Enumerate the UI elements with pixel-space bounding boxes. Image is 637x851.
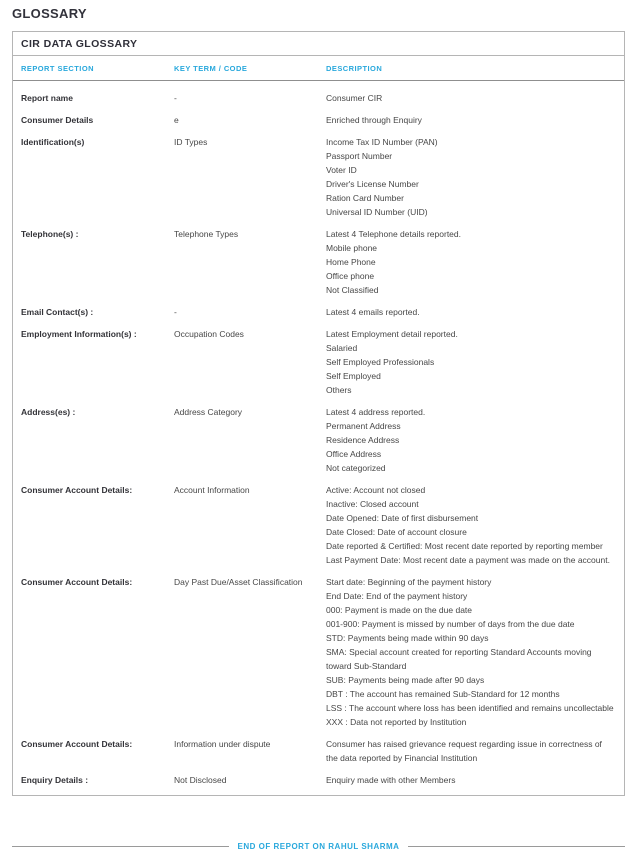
description-line: Universal ID Number (UID)	[326, 207, 428, 217]
description-line: Driver's License Number	[326, 179, 419, 189]
report-section-cell: Report name	[21, 93, 73, 103]
description-line: Latest Employment detail reported.	[326, 329, 458, 339]
description-line: Latest 4 address reported.	[326, 407, 426, 417]
description-line: Latest 4 Telephone details reported.	[326, 229, 461, 239]
description-line: Voter ID	[326, 165, 357, 175]
table-row	[21, 135, 616, 219]
description-line: SUB: Payments being made after 90 days	[326, 675, 485, 685]
description-cell	[326, 113, 616, 127]
description-cell	[326, 135, 616, 219]
description-line: Office Address	[326, 449, 382, 459]
description-line: 000: Payment is made on the due date	[326, 605, 473, 615]
description-line: Enriched through Enquiry	[326, 115, 422, 125]
glossary-table	[12, 31, 625, 796]
description-line: Income Tax ID Number (PAN)	[326, 137, 438, 147]
page-title: GLOSSARY	[12, 6, 87, 21]
report-section-cell: Email Contact(s) :	[21, 307, 94, 317]
description-line: Date reported & Certified: Most recent date reported by reporting member	[326, 541, 603, 551]
key-term-cell: Telephone Types	[174, 229, 239, 239]
table-column-headers	[13, 56, 624, 81]
description-line: STD: Payments being made within 90 days	[326, 633, 489, 643]
description-line: End Date: End of the payment history	[326, 591, 468, 601]
description-line: XXX : Data not reported by Institution	[326, 717, 467, 727]
table-row	[21, 575, 616, 729]
key-term-cell: e	[174, 115, 179, 125]
key-term-cell: -	[174, 93, 177, 103]
report-section-cell: Consumer Account Details:	[21, 485, 133, 495]
description-line: Salaried	[326, 343, 358, 353]
description-line: Inactive: Closed account	[326, 499, 419, 509]
description-line: LSS : The account where loss has been identified and remains uncollectable	[326, 703, 614, 713]
description-line: Start date: Beginning of the payment history	[326, 577, 492, 587]
description-cell	[326, 483, 616, 567]
description-line: Consumer has raised grievance request regarding issue in correctness of the data reported by Financial Institution	[326, 739, 602, 763]
description-cell	[326, 227, 616, 297]
description-line: Self Employed	[326, 371, 381, 381]
description-line: Not categorized	[326, 463, 386, 473]
description-line: Residence Address	[326, 435, 400, 445]
description-line: Ration Card Number	[326, 193, 404, 203]
report-section-cell: Identification(s)	[21, 137, 85, 147]
table-body	[13, 81, 624, 795]
table-row	[21, 113, 616, 127]
key-term-cell: Occupation Codes	[174, 329, 244, 339]
description-cell	[326, 327, 616, 397]
description-line: Enquiry made with other Members	[326, 775, 456, 785]
description-line: Office phone	[326, 271, 375, 281]
table-row	[21, 305, 616, 319]
description-line: 001-900: Payment is missed by number of days from the due date	[326, 619, 575, 629]
description-line: Active: Account not closed	[326, 485, 426, 495]
column-header-report-section: REPORT SECTION	[21, 64, 94, 73]
description-cell	[326, 575, 616, 729]
description-line: Mobile phone	[326, 243, 378, 253]
column-header-key-term-code: KEY TERM / CODE	[174, 64, 248, 73]
description-cell	[326, 305, 616, 319]
description-line: Date Closed: Date of account closure	[326, 527, 467, 537]
table-row	[21, 773, 616, 787]
report-section-cell: Enquiry Details :	[21, 775, 89, 785]
description-line: Self Employed Professionals	[326, 357, 435, 367]
table-title: CIR DATA GLOSSARY	[13, 32, 624, 56]
description-cell	[326, 91, 616, 105]
key-term-cell: Not Disclosed	[174, 775, 227, 785]
table-row	[21, 91, 616, 105]
description-cell	[326, 773, 616, 787]
table-row	[21, 737, 616, 765]
table-row	[21, 227, 616, 297]
report-section-cell: Consumer Account Details:	[21, 577, 133, 587]
description-line: Last Payment Date: Most recent date a payment was made on the account.	[326, 555, 610, 565]
key-term-cell: Address Category	[174, 407, 243, 417]
description-line: Date Opened: Date of first disbursement	[326, 513, 479, 523]
table-row	[21, 327, 616, 397]
description-line: DBT : The account has remained Sub-Standard for 12 months	[326, 689, 560, 699]
table-row	[21, 483, 616, 567]
key-term-cell: Day Past Due/Asset Classification	[174, 577, 303, 587]
description-line: Consumer CIR	[326, 93, 383, 103]
report-section-cell: Employment Information(s) :	[21, 329, 137, 339]
report-section-cell: Consumer Account Details:	[21, 739, 133, 749]
report-section-cell: Telephone(s) :	[21, 229, 79, 239]
column-header-description: DESCRIPTION	[326, 64, 383, 73]
end-of-report-label: END OF REPORT ON RAHUL SHARMA	[237, 842, 400, 851]
description-line: Passport Number	[326, 151, 393, 161]
table-row	[21, 405, 616, 475]
description-line: Latest 4 emails reported.	[326, 307, 420, 317]
description-line: SMA: Special account created for reporting Standard Accounts moving toward Sub-Standard	[326, 647, 592, 671]
key-term-cell: Account Information	[174, 485, 250, 495]
key-term-cell: -	[174, 307, 177, 317]
description-cell	[326, 405, 616, 475]
key-term-cell: ID Types	[174, 137, 208, 147]
report-section-cell: Consumer Details	[21, 115, 94, 125]
description-line: Permanent Address	[326, 421, 401, 431]
report-section-cell: Address(es) :	[21, 407, 76, 417]
description-line: Home Phone	[326, 257, 376, 267]
description-line: Not Classified	[326, 285, 379, 295]
description-cell	[326, 737, 616, 765]
key-term-cell: Information under dispute	[174, 739, 271, 749]
description-line: Others	[326, 385, 352, 395]
